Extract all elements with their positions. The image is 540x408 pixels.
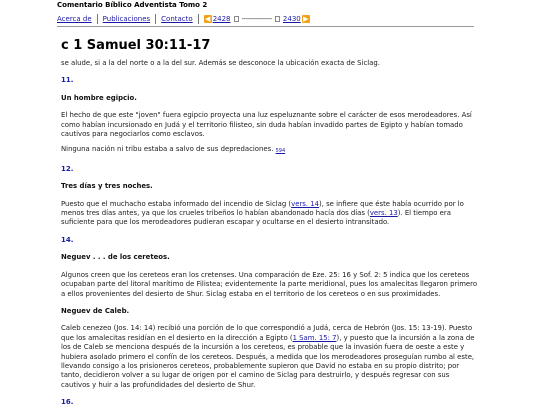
page-icon xyxy=(275,16,280,22)
verse-ref-link[interactable]: vers. 13 xyxy=(369,209,398,218)
nav-links xyxy=(57,13,310,24)
verse-12-heading: Tres días y tres noches. xyxy=(61,182,153,191)
text-segment: ). El tiempo era suficiente para que los merodeadores pudieran escapar y ocultarse en el desierto intransitado. xyxy=(61,209,451,227)
verse-11-paragraph-2-text: Ninguna nación ni tribu estaba a salvo de sus depredaciones. xyxy=(61,145,274,154)
verse-11-heading: Un hombre egipcio. xyxy=(61,93,137,102)
publications-link[interactable]: Publicaciones xyxy=(102,14,151,23)
book-title: Comentario Bíblico Adventista Tomo 2 xyxy=(57,1,208,9)
verse-number-16: 16. xyxy=(61,398,74,407)
top-navigation-bar xyxy=(0,0,540,28)
verse-11-paragraph-2 xyxy=(61,145,479,156)
header-divider xyxy=(57,26,474,27)
page-separator: --------------- xyxy=(241,14,272,23)
verse-14-heading-2: Neguev de Caleb. xyxy=(61,306,130,315)
prev-page-icon[interactable]: ◀ xyxy=(204,14,211,23)
page-title: c 1 Samuel 30:11-17 xyxy=(61,38,211,53)
page-icon xyxy=(234,16,239,22)
next-page-icon[interactable]: ▶ xyxy=(303,14,309,23)
divider xyxy=(97,14,98,24)
text-segment: Caleb cenezeo (Jos. 14: 14) recibió una porción de lo que correspondió a Judá, cerca de Hebrón (Jos. 15: 13-19). Puesto que los amalecitas residían en el desierto en la dirección a Egipto ( xyxy=(61,324,473,342)
verse-ref-link[interactable]: 1 Sam. 15: 7 xyxy=(292,333,337,342)
verse-number-14: 14. xyxy=(61,235,74,244)
text-segment: Puesto que el muchacho estaba informado del incendio de Siclag ( xyxy=(61,199,292,208)
text-segment: ), se infiere que éste había ocurrido por lo menos tres días antes, ya que los crueles tribeños lo habían abandonado hacía dos días ( xyxy=(61,199,464,218)
verse-14-heading: Neguev . . . de los cereteos. xyxy=(61,253,170,262)
verse-number-11: 11. xyxy=(61,76,74,85)
verse-14-paragraph-2 xyxy=(61,324,479,390)
intro-paragraph: se alude, si a la del norte o a la del sur. Además se desconoce la ubicación exacta de Siclag. xyxy=(61,59,380,67)
commentary-content xyxy=(61,30,479,408)
about-link[interactable]: Acerca de xyxy=(57,14,92,23)
verse-14-paragraph: Algunos creen que los cereteos eran los cretenses. Una comparación de Eze. 25: 16 y Sof. 2: 5 indica que los cereteos ocupaban parte del litoral marítimo de Filistea; evidentemente la parte meridional, pues los amalecitas llegaron primero a ellos provenientes del desierto de Shur. Siclag estaba en el territorio de los cereteos o en sus proximidades. xyxy=(61,270,478,298)
prev-page-link[interactable]: 2428 xyxy=(212,14,231,23)
divider xyxy=(198,14,199,24)
contact-link[interactable]: Contacto xyxy=(161,14,193,23)
text-segment: ), y puesto que la incursión a la zona de los de Caleb se menciona después de la incursión a los cereteos, es probable que la invasión fuera de oeste a este y hubiera asolado primero el confín de los cereteos. Después, a medida que los merodeadores proseguían rumbo al este, llevando consigo a los prisioneros cereteos, probablemente supieron que David no estaba en su propio distrito; por tanto, decidieron volver a su lugar de origen por el camino de Siclag para destruirlo, y después regresar con sus cautivos y huir a las profundidades del desierto de Shur. xyxy=(61,333,475,389)
page-ref-link[interactable]: 594 xyxy=(275,148,286,155)
verse-ref-link[interactable]: vers. 14 xyxy=(291,199,320,208)
verse-11-paragraph: El hecho de que este "joven" fuera egipcio proyecta una luz espeluznante sobre el carácter de esos merodeadores. Así como habían incursionado en Judá y el territorio filisteo, sin duda habían invadido partes de Egipto y habían tomado cautivos para negociarlos como esclavos. xyxy=(61,111,472,139)
verse-number-12: 12. xyxy=(61,164,74,173)
next-page-link[interactable]: 2430 xyxy=(282,14,301,23)
page-navigator xyxy=(204,15,310,23)
verse-12-paragraph xyxy=(61,200,479,228)
divider xyxy=(155,14,156,24)
